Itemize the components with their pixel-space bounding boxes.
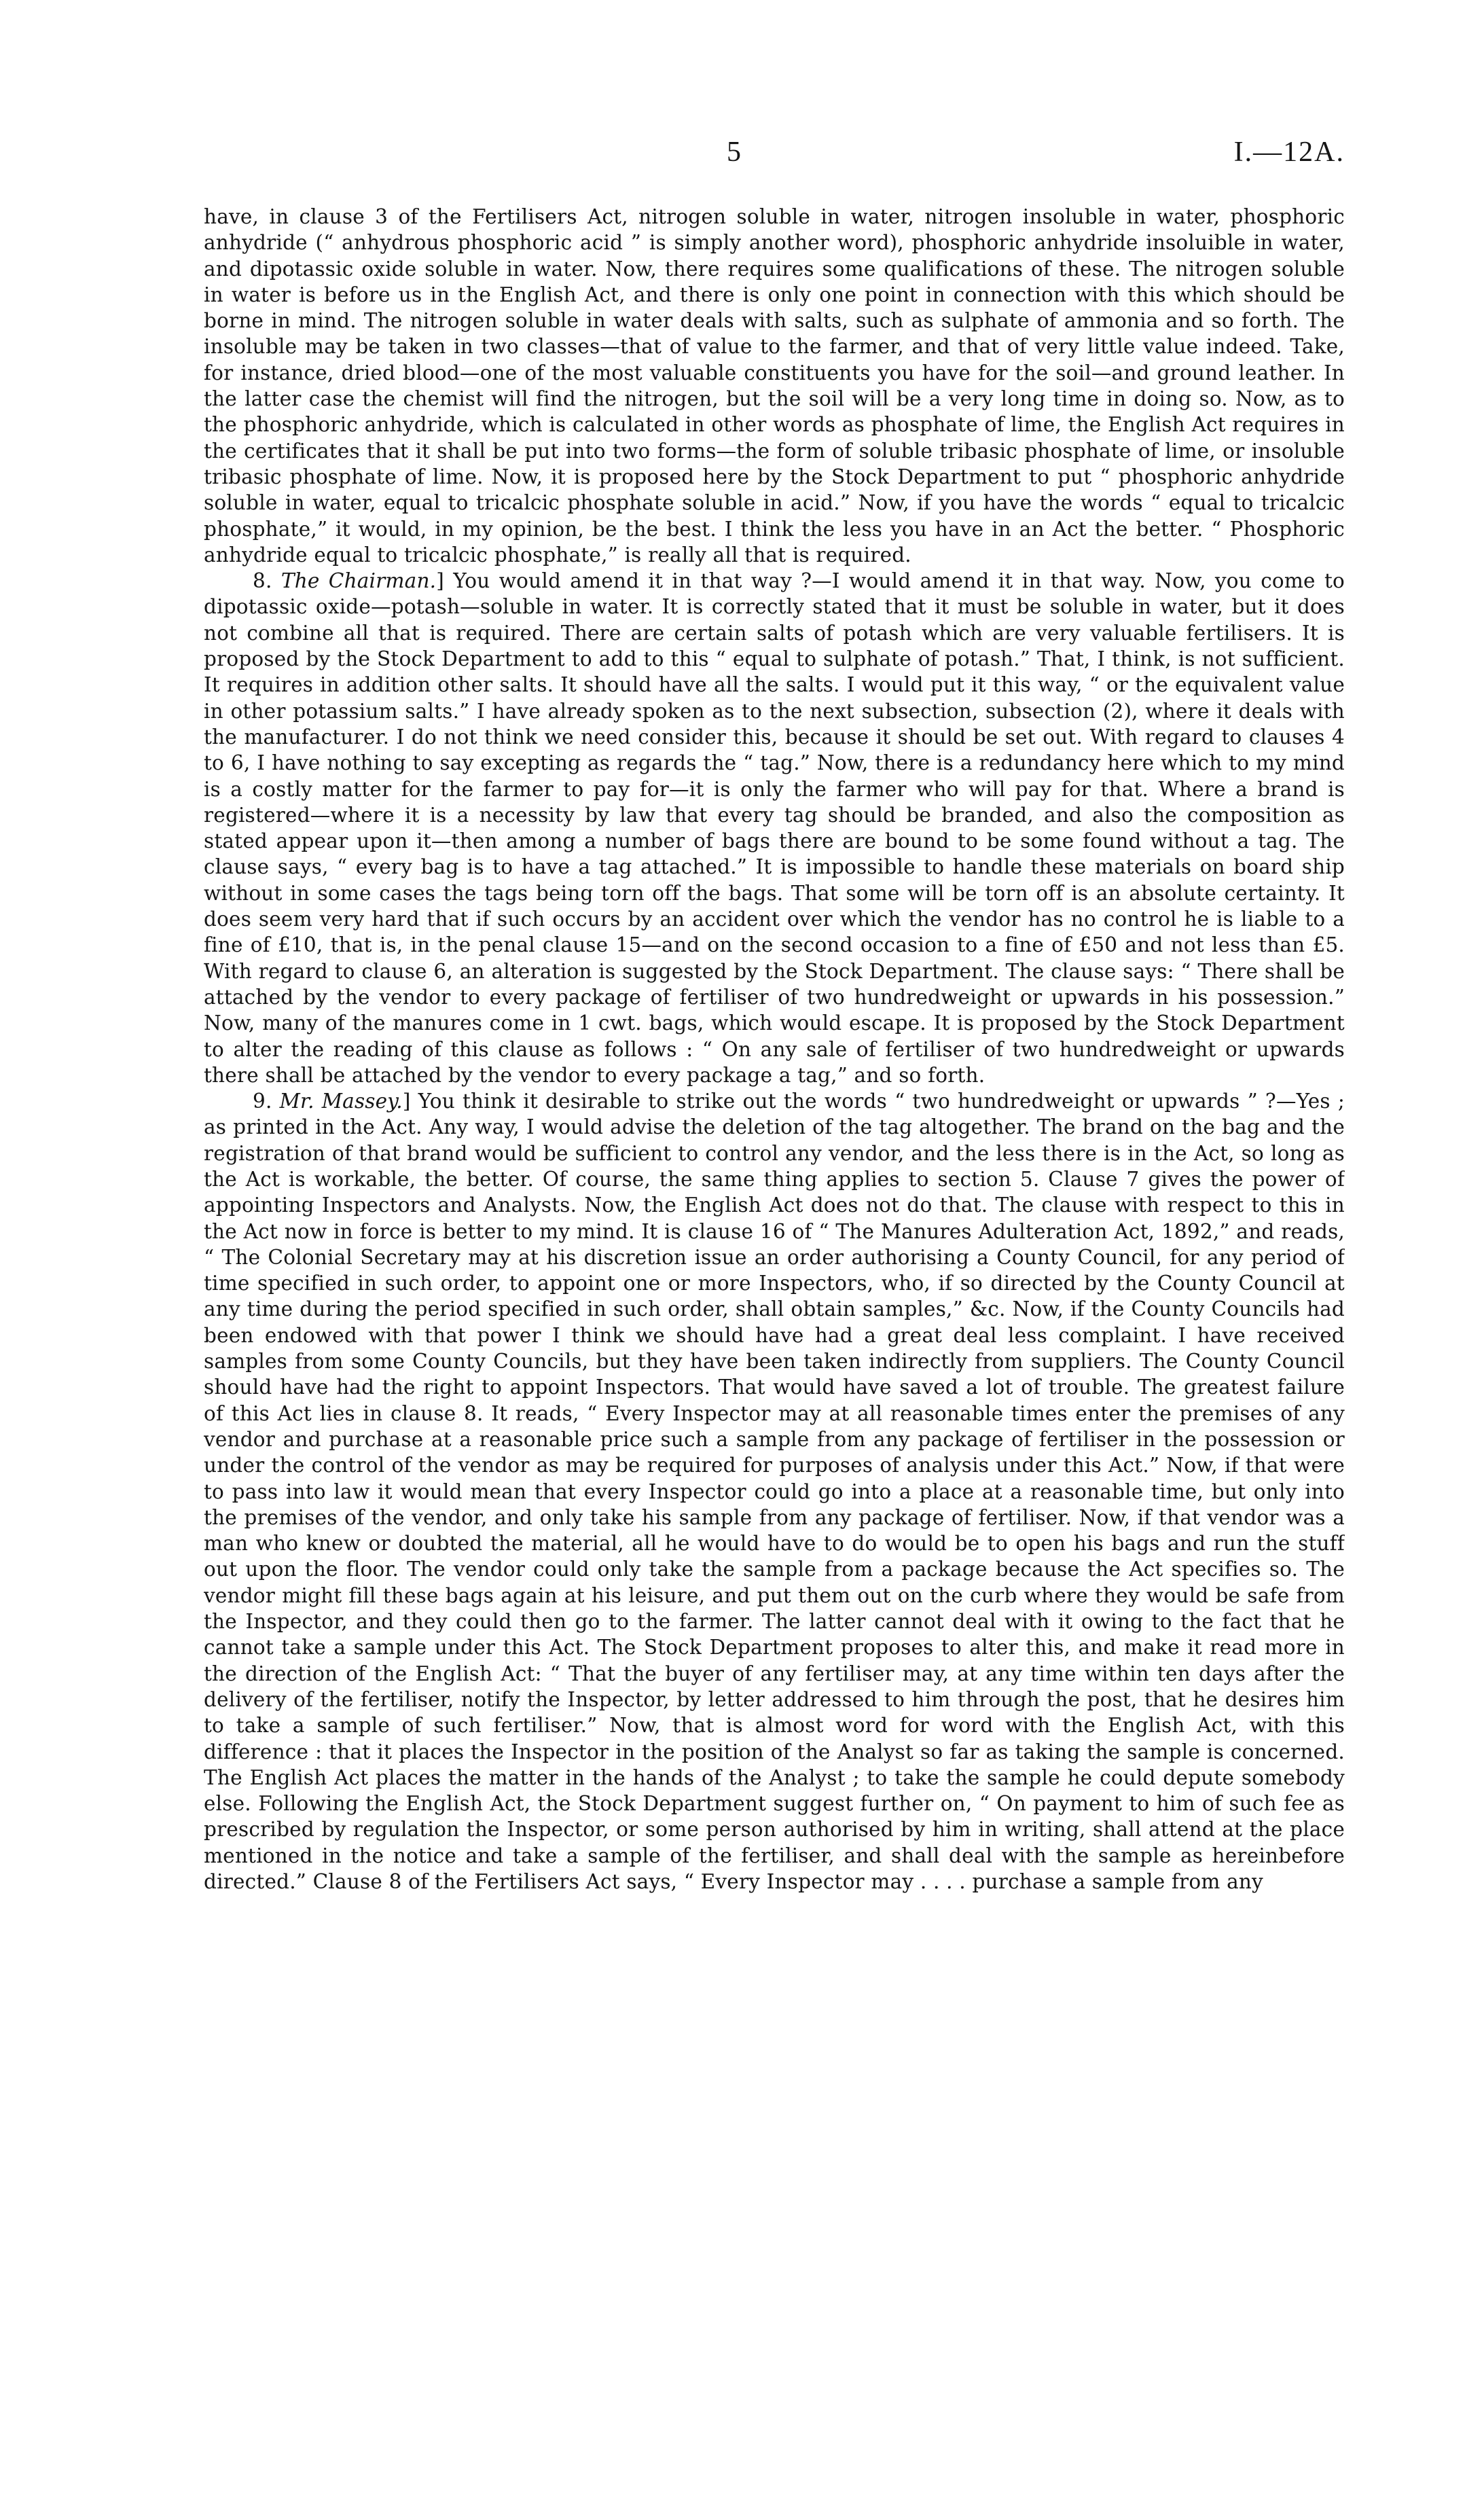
document-reference: I.—12A. xyxy=(1233,137,1345,168)
paragraph-question-8 xyxy=(204,568,1345,1088)
page-number: 5 xyxy=(727,137,741,168)
paragraph-question-9 xyxy=(204,1088,1345,1895)
paragraph-text: ] You think it desirable to strike out the words “ two hundredweight or upwards ” ?—Yes ; as printed in the Act. Any way, I would advise the deletion of the tag altogether. The brand on the bag and the registration of that brand would be sufficient to control any vendor, and the less there is in the Act, so long as the Act is workable, the better. Of course, the same thing applies to section 5. Clause 7 gives the power of appointing Inspectors and Analysts. Now, the English Act does not do that. The clause with respect to this in the Act now in force is better to my mind. It is clause 16 of “ The Manures Adulteration Act, 1892,” and reads, “ The Colonial Secretary may at his discretion issue an order authorising a County Council, for any period of time specified in such order, to appoint one or more Inspectors, who, if so directed by the County Council at any time during the period specified in such order, shall obtain samples,” &c. Now, if the County Councils had been endowed with that power I think we should have had a great deal less complaint. I have received samples from some County Councils, but they have been taken indirectly from suppliers. The County Council should have had the right to appoint Inspectors. That would have saved a lot of trouble. The greatest failure of this Act lies in clause 8. It reads, “ Every Inspector may at all reasonable times enter the premises of any vendor and purchase at a reasonable price such a sample from any package of fertiliser in the possession or under the control of the vendor as may be required for purposes of analysis under this Act.” Now, if that were to pass into law it would mean that every Inspector could go into a place at a reasonable time, but only into the premises of the vendor, and only take his sample from any package of fertiliser. Now, if that vendor was a man who knew or doubted the material, all he would have to do would be to open his bags and run the stuff out upon the floor. The vendor could only take the sample from a package because the Act specifies so. The vendor might fill these bags again at his leisure, and put them out on the curb where they would be safe from the Inspector, and they could then go to the farmer. The latter cannot deal with it owing to the fact that he cannot take a sample under this Act. The Stock Department proposes to alter this, and make it read more in the direction of the English Act: “ That the buyer of any fertiliser may, at any time within ten days after the delivery of the fertiliser, notify the Inspector, by letter addressed to him through the post, that he desires him to take a sample of such fertiliser.” Now, that is almost word for word with the English Act, with this difference : that it places the Inspector in the position of the Analyst so far as taking the sample is concerned. The English Act places the matter in the hands of the Analyst ; to take the sample he could depute somebody else. Following the English Act, the Stock Department suggest further on, “ On payment to him of such fee as prescribed by regulation the Inspector, or some person authorised by him in writing, shall attend at the place mentioned in the notice and take a sample of the fertiliser, and shall deal with the sample as hereinbefore directed.” Clause 8 of the Fertilisers Act says, “ Every Inspector may . . . . purchase a sample from any xyxy=(204,1090,1345,1893)
question-number: 9. xyxy=(253,1090,272,1113)
paragraph-text: ] You would amend it in that way ?—I would amend it in that way. Now, you come to dipotassic oxide—potash—soluble in water. It is correctly stated that it must be soluble in water, but it does not combine all that is required. There are certain salts of potash which are very valuable fertilisers. It is proposed by the Stock Department to add to this “ equal to sulphate of potash.” That, I think, is not sufficient. It requires in addition other salts. It should have all the salts. I would put it this way, “ or the equivalent value in other potassium salts.” I have already spoken as to the next subsection, subsection (2), where it deals with the manufacturer. I do not think we need consider this, because it should be set out. With regard to clauses 4 to 6, I have nothing to say excepting as regards the “ tag.” Now, there is a redundancy here which to my mind is a costly matter for the farmer to pay for—it is only the farmer who will pay for that. Where a brand is registered—where it is a necessity by law that every tag should be branded, and also the composition as stated appear upon it—then among a number of bags there are bound to be some found without a tag. The clause says, “ every bag is to have a tag attached.” It is impossible to handle these materials on board ship without in some cases the tags being torn off the bags. That some will be torn off is an absolute certainty. It does seem very hard that if such occurs by an accident over which the vendor has no control he is liable to a fine of £10, that is, in the penal clause 15—and on the second occasion to a fine of £50 and not less than £5. With regard to clause 6, an alteration is suggested by the Stock Department. The clause says: “ There shall be attached by the vendor to every package of fertiliser of two hundredweight or upwards in his possession.” Now, many of the manures come in 1 cwt. bags, which would escape. It is proposed by the Stock Department to alter the reading of this clause as follows : “ On any sale of fertiliser of two hundredweight or upwards there shall be attached by the vendor to every package a tag,” and so forth. xyxy=(204,569,1345,1087)
speaker-name: The Chairman. xyxy=(280,569,437,593)
speaker-name: Mr. Massey. xyxy=(279,1090,403,1113)
paragraph-continuation xyxy=(204,204,1345,568)
body-text xyxy=(204,204,1345,2323)
paragraph-text: have, in clause 3 of the Fertilisers Act, nitrogen soluble in water, nitrogen insoluble in water, phosphoric anhydride (“ anhydrous phosphoric acid ” is simply another word), phosphoric anhydride insoluible in water, and dipotassic oxide soluble in water. Now, there requires some qualifications of these. The nitrogen soluble in water is before us in the English Act, and there is only one point in connection with this which should be borne in mind. The nitrogen soluble in water deals with salts, such as sulphate of ammonia and so forth. The insoluble may be taken in two classes—that of value to the farmer, and that of very little value indeed. Take, for instance, dried blood—one of the most valuable constituents you have for the soil—and ground leather. In the latter case the chemist will find the nitrogen, but the soil will be a very long time in doing so. Now, as to the phosphoric anhydride, which is calculated in other words as phosphate of lime, the English Act requires in the certificates that it shall be put into two forms—the form of soluble tribasic phosphate of lime, or insoluble tribasic phosphate of lime. Now, it is proposed here by the Stock Department to put “ phosphoric anhydride soluble in water, equal to tricalcic phosphate soluble in acid.” Now, if you have the words “ equal to tricalcic phosphate,” it would, in my opinion, be the best. I think the less you have in an Act the better. “ Phosphoric anhydride equal to tricalcic phosphate,” is really all that is required. xyxy=(204,205,1345,567)
page-header xyxy=(204,136,1345,183)
question-number: 8. xyxy=(253,569,272,593)
